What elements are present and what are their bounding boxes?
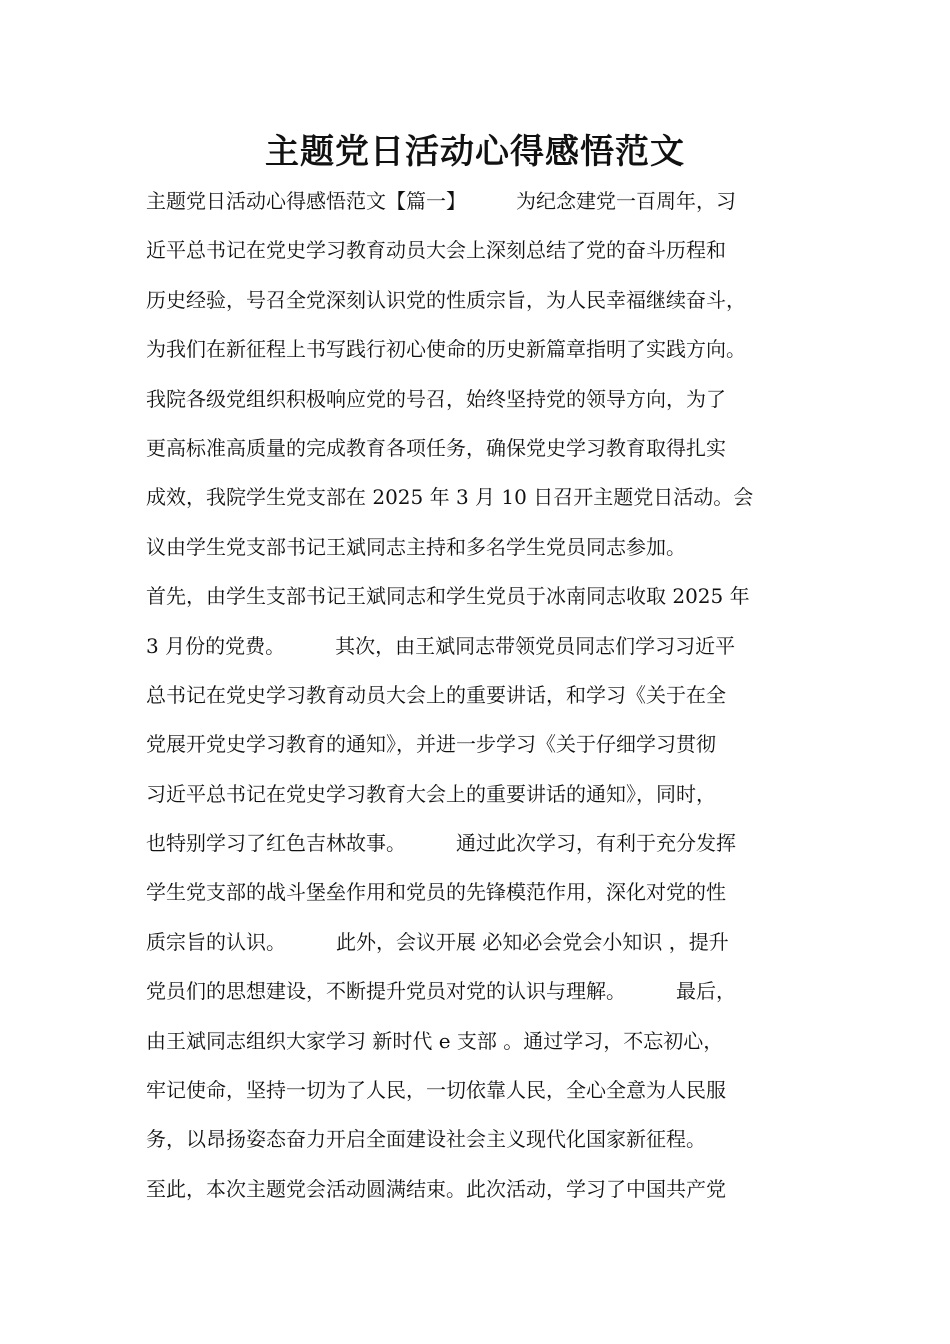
body-line: 总书记在党史学习教育动员大会上的重要讲话，和学习《关于在全 (146, 682, 726, 707)
body-line: 也特别学习了红色吉林故事。 通过此次学习，有利于充分发挥 (146, 831, 736, 856)
body-line: 我院各级党组织积极响应党的号召，始终坚持党的领导方向，为了 (146, 386, 726, 411)
body-line: 党展开党史学习教育的通知》，并进一步学习《关于仔细学习贯彻 (146, 732, 716, 757)
document-body (146, 177, 816, 1214)
body-line: 3 月份的党费。 其次，由王斌同志带领党员同志们学习习近平 (146, 633, 736, 658)
document-title: 主题党日活动心得感悟范文 (265, 132, 685, 172)
body-line: 务，以昂扬姿态奋力开启全面建设社会主义现代化国家新征程。 (146, 1127, 706, 1152)
body-line: 更高标准高质量的完成教育各项任务，确保党史学习教育取得扎实 (146, 435, 726, 460)
body-line: 学生党支部的战斗堡垒作用和党员的先锋模范作用，深化对党的性 (146, 880, 726, 905)
body-line: 牢记使命，坚持一切为了人民，一切依靠人民，全心全意为人民服 (146, 1078, 726, 1103)
body-line: 质宗旨的认识。 此外，会议开展 必知必会党会小知识 ，提升 (146, 929, 729, 954)
body-line: 首先，由学生支部书记王斌同志和学生党员于冰南同志收取 2025 年 (146, 584, 750, 609)
body-line: 党员们的思想建设，不断提升党员对党的认识与理解。 最后， (146, 979, 736, 1004)
body-line: 议由学生党支部书记王斌同志主持和多名学生党员同志参加。 (146, 534, 686, 559)
body-line: 为我们在新征程上书写践行初心使命的历史新篇章指明了实践方向。 (146, 337, 746, 362)
body-line: 近平总书记在党史学习教育动员大会上深刻总结了党的奋斗历程和 (146, 238, 726, 263)
body-line: 至此，本次主题党会活动圆满结束。此次活动，学习了中国共产党 (146, 1176, 726, 1201)
body-line: 习近平总书记在党史学习教育大会上的重要讲话的通知》，同时， (146, 781, 716, 806)
body-line: 主题党日活动心得感悟范文【篇一】 为纪念建党一百周年，习 (146, 189, 736, 213)
body-line: 成效，我院学生党支部在 2025 年 3 月 10 日召开主题党日活动。会 (146, 485, 754, 510)
body-line: 历史经验，号召全党深刻认识党的性质宗旨，为人民幸福继续奋斗， (146, 287, 746, 312)
body-line: 由王斌同志组织大家学习 新时代 e 支部 。通过学习，不忘初心， (146, 1028, 724, 1053)
